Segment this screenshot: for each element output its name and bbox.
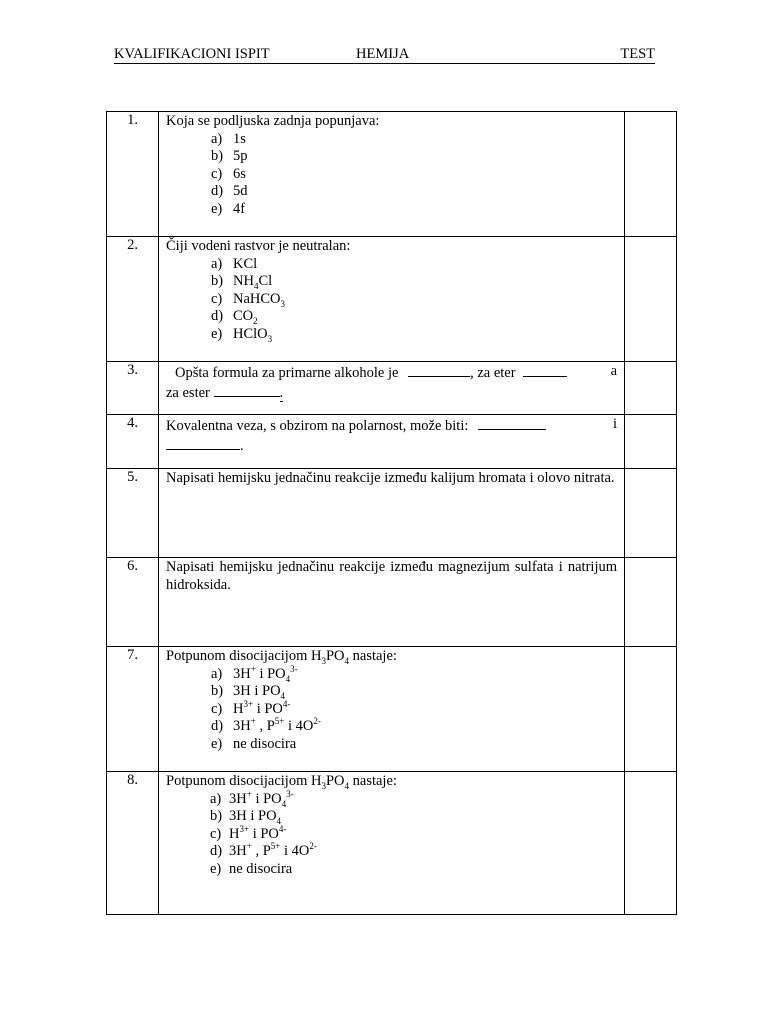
header-test-label: TEST bbox=[620, 46, 655, 62]
answer-option: e) ne disocira bbox=[211, 735, 297, 752]
answer-option: d) 5d bbox=[211, 183, 248, 199]
question-text: Čiji vodeni rastvor je neutralan: bbox=[166, 238, 351, 254]
question-row bbox=[107, 469, 677, 558]
score-cell[interactable] bbox=[625, 237, 677, 362]
answer-option: e) ne disocira bbox=[210, 860, 293, 877]
question-text: Kovalentna veza, s obzirom na polarnost, može biti: bbox=[166, 418, 469, 434]
answer-option: c) $H^{3+}$ i $PO^{4-}$ bbox=[210, 823, 287, 842]
question-row bbox=[107, 558, 677, 647]
answer-option: b) $NH_4Cl$ bbox=[211, 273, 273, 291]
score-cell[interactable] bbox=[625, 469, 677, 558]
answer-option: d) 3H+ , $P^{5+}$ i $4O^{2-}$ bbox=[211, 716, 321, 734]
answer-option: e) 4f bbox=[211, 200, 246, 217]
question-body bbox=[159, 237, 625, 362]
question-number: 2. bbox=[107, 237, 159, 362]
question-row bbox=[107, 112, 677, 237]
question-body bbox=[159, 112, 625, 237]
header-exam-title: KVALIFIKACIONI ISPIT bbox=[114, 46, 270, 62]
question-number: 7. bbox=[107, 647, 159, 772]
question-number: 6. bbox=[107, 558, 159, 647]
question-row bbox=[107, 415, 677, 469]
answer-options bbox=[166, 256, 617, 344]
header-subject: HEMIJA bbox=[356, 46, 410, 62]
answer-option: a) 1s bbox=[211, 130, 246, 147]
answer-blank[interactable] bbox=[214, 383, 280, 397]
question-text: Opšta formula za primarne alkohole je bbox=[175, 365, 399, 381]
question-text: Napisati hemijsku jednačinu reakcije između magnezijum sulfata i natrijum hidroksida. bbox=[166, 559, 617, 593]
answer-option: b) 5p bbox=[211, 148, 248, 164]
question-number: 5. bbox=[107, 469, 159, 558]
score-cell[interactable] bbox=[625, 112, 677, 237]
answer-option: e) HClO$_3$ bbox=[211, 325, 273, 344]
answer-option: a) 3H+ i $PO_4^{3-}$ bbox=[211, 663, 298, 684]
score-cell[interactable] bbox=[625, 362, 677, 415]
answer-blank[interactable] bbox=[478, 416, 546, 430]
question-body bbox=[159, 772, 625, 915]
question-body bbox=[159, 647, 625, 772]
answer-blank[interactable] bbox=[166, 436, 240, 450]
answer-blank[interactable] bbox=[523, 363, 567, 377]
question-body bbox=[159, 469, 625, 558]
question-text: Potpunom disocijacijom $H_3PO_4$ nastaje: bbox=[166, 773, 397, 791]
score-cell[interactable] bbox=[625, 772, 677, 915]
score-cell[interactable] bbox=[625, 647, 677, 772]
question-body: Opšta formula za primarne alkohole je , za eter a za ester . bbox=[159, 362, 625, 415]
answer-option: c) $H^{3+}$ i $PO^{4-}$ bbox=[211, 698, 291, 717]
answer-options bbox=[166, 663, 617, 754]
score-cell[interactable] bbox=[625, 415, 677, 469]
answer-option: d) 3H+ , $P^{5+}$ i $4O^{2-}$ bbox=[210, 841, 317, 859]
score-cell[interactable] bbox=[625, 558, 677, 647]
question-text: Potpunom disocijacijom $H_3PO_4$ nastaje: bbox=[166, 648, 397, 666]
question-row bbox=[107, 772, 677, 915]
answer-options bbox=[166, 131, 617, 219]
answer-option: a) 3H+ i $PO_4^{3-}$ bbox=[210, 788, 294, 809]
answer-options bbox=[166, 788, 617, 879]
question-text: Napisati hemijsku jednačinu reakcije između kalijum hromata i olovo nitrata. bbox=[166, 470, 615, 486]
question-number: 8. bbox=[107, 772, 159, 915]
answer-option: d) $CO_2$ bbox=[211, 308, 258, 326]
answer-blank[interactable] bbox=[408, 363, 470, 377]
question-text: Koja se podljuska zadnja popunjava: bbox=[166, 113, 380, 129]
question-number: 3. bbox=[107, 362, 159, 415]
question-row bbox=[107, 647, 677, 772]
answer-option: b) 3H i $PO_4$ bbox=[211, 683, 286, 701]
answer-option: a) KCl bbox=[211, 255, 258, 272]
question-row bbox=[107, 237, 677, 362]
answer-option: c) NaHCO$_3$ bbox=[211, 290, 286, 309]
question-body bbox=[159, 558, 625, 647]
question-number: 4. bbox=[107, 415, 159, 469]
question-row bbox=[107, 362, 677, 415]
question-number: 1. bbox=[107, 112, 159, 237]
answer-option: c) 6s bbox=[211, 165, 246, 182]
questions-table bbox=[106, 111, 677, 915]
question-body: Kovalentna veza, s obzirom na polarnost, može biti: i . bbox=[159, 415, 625, 469]
answer-option: b) 3H i $PO_4$ bbox=[210, 808, 282, 826]
page-header bbox=[114, 46, 655, 64]
